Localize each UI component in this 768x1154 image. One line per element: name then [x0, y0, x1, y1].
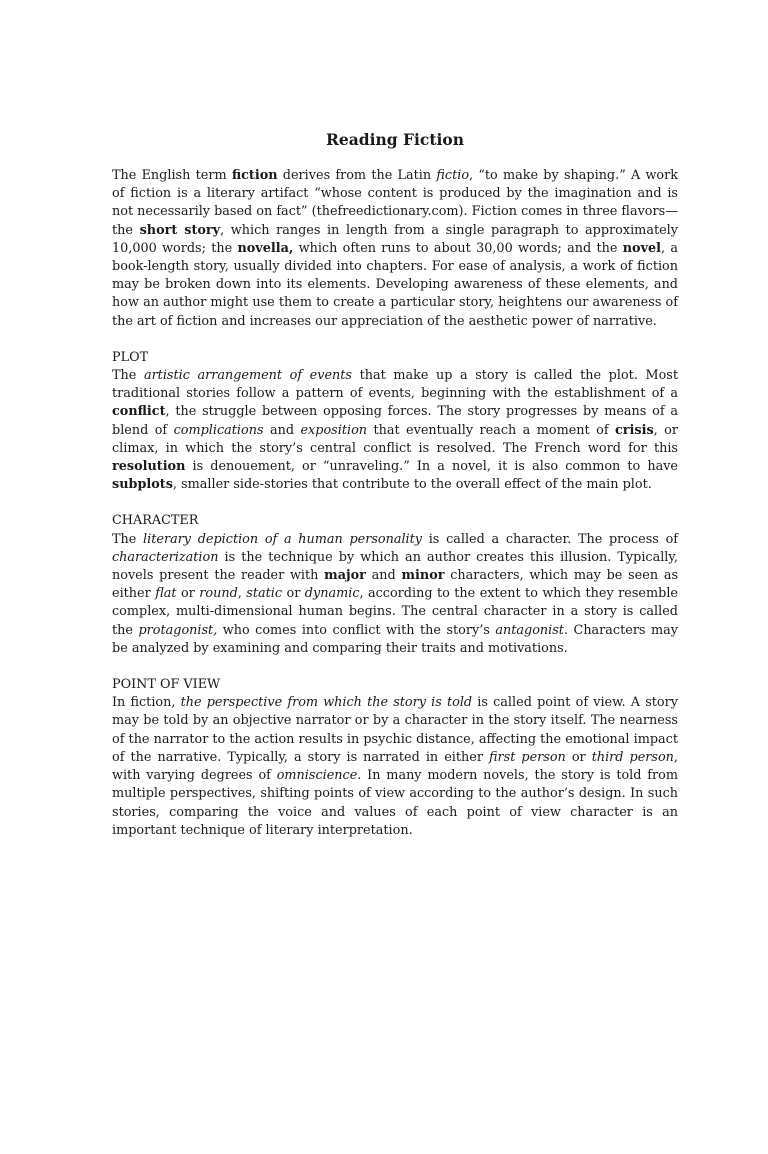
text-run: is denouement, or “unraveling.” In a novel, it is also common to have	[185, 459, 678, 475]
italic-term: fictio	[436, 168, 470, 183]
text-run: is the technique by which an author creates this illusion. Typically, novels present the reader with	[112, 549, 678, 584]
bold-term: subplots	[112, 477, 173, 493]
bold-term: crisis	[615, 422, 654, 438]
text-run: , the struggle between opposing forces. The story progresses by means of a blend of	[112, 404, 678, 438]
italic-term: exposition	[300, 422, 368, 438]
text-run: characters, which may be seen as either	[112, 568, 679, 602]
text-run: In fiction,	[112, 695, 181, 711]
section-heading: CHARACTER	[112, 513, 199, 529]
bold-term: fiction	[231, 168, 278, 183]
text-run: , or climax, in which the story’s central conflict is resolved. The French word for this	[112, 422, 678, 456]
text-run: or	[176, 586, 200, 602]
italic-term: round	[199, 586, 238, 602]
text-run: ,	[237, 586, 247, 602]
text-run: . In many modern novels, the story is told from multiple perspectives, shifting points of view according to the author’s design. In such stories, comparing the voice and values of each point of view character is an important technique of literary interpretation.	[112, 768, 678, 838]
text-run: , a book-length story, usually divided into chapters. For ease of analysis, a work of fiction may be broken down into its elements. Developing awareness of these elements, and how an author might use them to create a particular story, heightens our awareness of the art of fiction and increases our appreciation of the aesthetic power of narrative.	[112, 240, 678, 329]
bold-term: conflict	[112, 404, 166, 420]
text-run: , smaller side-stories that contribute to the overall effect of the main plot.	[172, 477, 652, 493]
section-character	[112, 512, 678, 658]
intro-paragraph	[112, 167, 678, 331]
text-run: and	[263, 422, 301, 438]
text-run: is called a character. The process of	[422, 531, 679, 547]
document-title: Reading Fiction	[325, 130, 464, 149]
text-run: The	[112, 368, 144, 384]
italic-term: complications	[173, 422, 264, 438]
bold-term: novel	[622, 240, 662, 256]
text-run: and	[365, 568, 402, 584]
italic-term: artistic arrangement of events	[143, 368, 352, 384]
text-run: , according to the extent to which they resemble complex, multi-dimensional human begins. The central character in a story is called the	[112, 586, 678, 638]
section-heading: PLOT	[112, 349, 149, 365]
section-plot	[112, 349, 678, 495]
text-run: or	[565, 749, 592, 765]
italic-term: flat	[155, 586, 177, 602]
text-run: , which ranges in length from a single paragraph to approximately 10,000 words; the	[112, 222, 678, 256]
bold-term: minor	[401, 568, 445, 584]
section-heading: POINT OF VIEW	[112, 677, 221, 693]
italic-term: protagonist,	[138, 622, 218, 638]
italic-term: characterization	[112, 549, 219, 565]
text-run: derives from the Latin	[277, 168, 437, 183]
bold-term: resolution	[112, 459, 186, 475]
italic-term: the perspective from which the story is told	[180, 695, 473, 711]
text-run: that eventually reach a moment of	[367, 422, 615, 438]
text-run: The English term	[112, 168, 232, 183]
italic-term: antagonist	[495, 622, 564, 638]
italic-term: third person	[591, 749, 674, 765]
text-run: that make up a story is called the plot. Most traditional stories follow a pattern of events, beginning with the establishment of a	[112, 368, 678, 402]
text-run: who comes into conflict with the story’s	[217, 622, 496, 638]
italic-term: literary depiction of a human personality	[143, 531, 423, 547]
text-run: which often runs to about 30,00 words; and the	[293, 240, 623, 256]
italic-term: first person	[489, 749, 566, 765]
document-page	[0, 130, 768, 1154]
bold-term: major	[324, 568, 366, 584]
italic-term: dynamic	[304, 586, 360, 602]
section-body	[112, 531, 678, 658]
section-body	[112, 367, 678, 494]
italic-term: static	[246, 586, 283, 602]
text-run: is called point of view. A story may be told by an objective narrator or by a character in the story itself. The nearness of the narrator to the action results in psychic distance, affecting the emotional impact of the narrative. Typically, a story is narrated in either	[112, 695, 678, 765]
italic-term: omniscience	[276, 768, 358, 784]
text-run: . Characters may be analyzed by examining and comparing their traits and motivations.	[112, 622, 678, 656]
text-run: or	[282, 586, 305, 602]
text-run: , with varying degrees of	[112, 749, 678, 784]
text-run: , “to make by shaping.” A work of fiction is a literary artifact “whose content is produced by the imagination and is not necessarily based on fact” (thefreedictionary.com). Fiction comes in three flavors—the	[112, 168, 678, 238]
text-run: The	[112, 531, 144, 547]
section-point-of-view	[112, 676, 678, 840]
section-body	[112, 694, 678, 840]
bold-term: short story	[139, 222, 221, 238]
bold-term: novella,	[237, 240, 294, 256]
